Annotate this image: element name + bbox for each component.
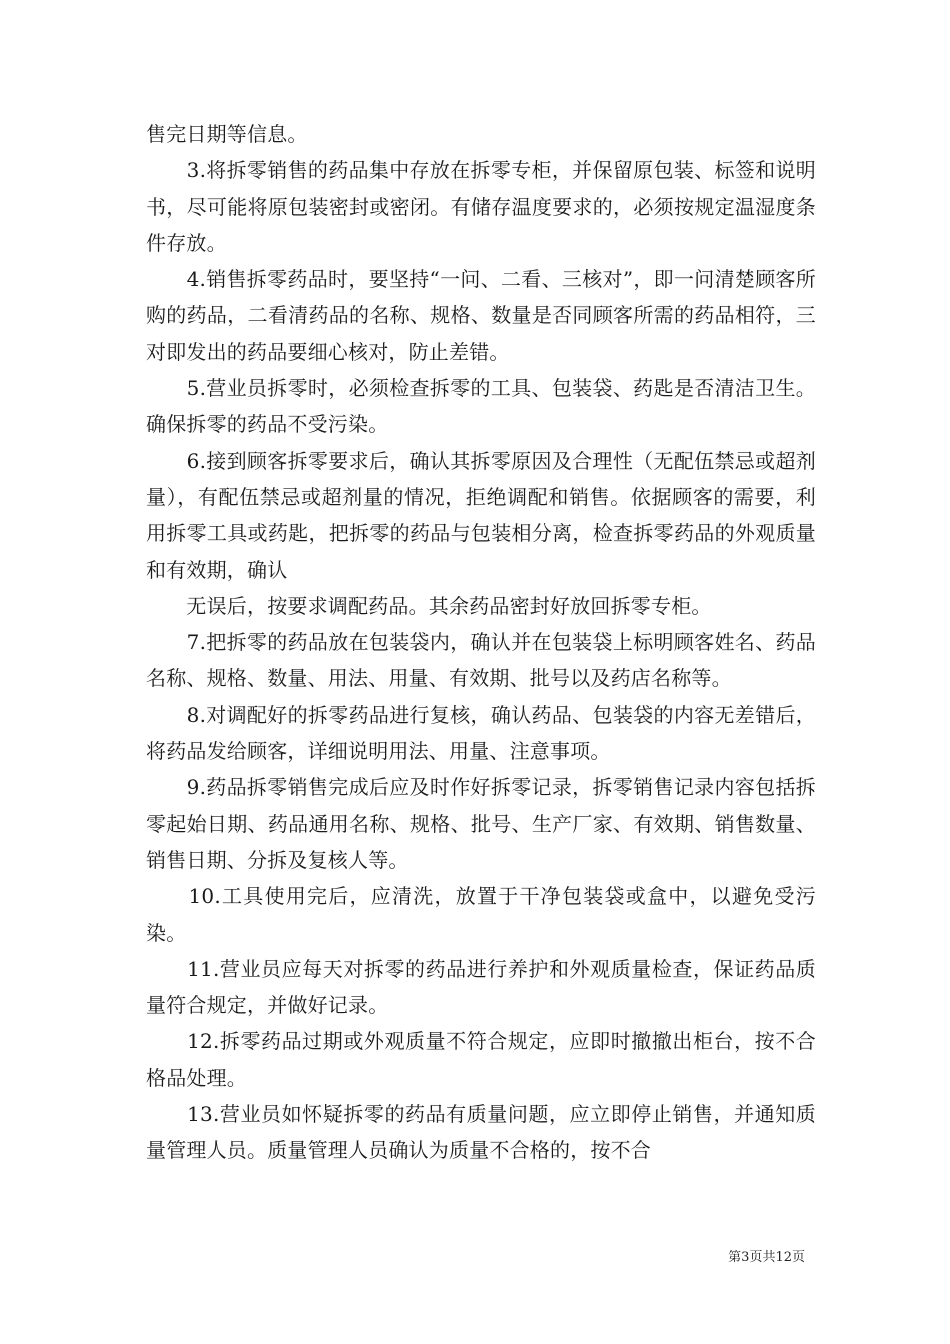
paragraph-item-6-continued: 无误后，按要求调配药品。其余药品密封好放回拆零专柜。 <box>146 593 712 618</box>
body-text <box>146 116 816 1169</box>
paragraph-item-6: 6.接到顾客拆零要求后，确认其拆零原因及合理性（无配伍禁忌或超剂量），有配伍禁忌或超剂量的情况，拒绝调配和销售。依据顾客的需要，利用拆零工具或药匙，把拆零的药品与包装相分离，检查拆零药品的外观质量和有效期，确认 <box>146 448 816 582</box>
paragraph-item-4: 4.销售拆零药品时，要坚持“一问、二看、三核对”，即一问清楚顾客所购的药品，二看清药品的名称、规格、数量是否同顾客所需的药品相符，三对即发出的药品要细心核对，防止差错。 <box>146 267 816 364</box>
paragraph-item-3: 3.将拆零销售的药品集中存放在拆零专柜，并保留原包装、标签和说明书，尽可能将原包装密封或密闭。有储存温度要求的，必须按规定温湿度条件存放。 <box>146 158 816 255</box>
paragraph-item-5: 5.营业员拆零时，必须检查拆零的工具、包装袋、药匙是否清洁卫生。确保拆零的药品不受污染。 <box>146 376 816 437</box>
paragraph-item-13: 13.营业员如怀疑拆零的药品有质量问题，应立即停止销售，并通知质量管理人员。质量管理人员确认为质量不合格的，按不合 <box>146 1102 816 1163</box>
paragraph-item-8: 8.对调配好的拆零药品进行复核，确认药品、包装袋的内容无差错后，将药品发给顾客，详细说明用法、用量、注意事项。 <box>146 702 816 764</box>
paragraph-item-12: 12.拆零药品过期或外观质量不符合规定，应即时撤撤出柜台，按不合格品处理。 <box>146 1029 816 1090</box>
paragraph-item-9: 9.药品拆零销售完成后应及时作好拆零记录，拆零销售记录内容包括拆零起始日期、药品通用名称、规格、批号、生产厂家、有效期、销售数量、销售日期、分拆及复核人等。 <box>146 775 816 872</box>
paragraph-item-7: 7.把拆零的药品放在包装袋内，确认并在包装袋上标明顾客姓名、药品名称、规格、数量、用法、用量、有效期、批号以及药店名称等。 <box>146 630 816 691</box>
paragraph-item-11: 11.营业员应每天对拆零的药品进行养护和外观质量检查，保证药品质量符合规定，并做好记录。 <box>146 956 816 1018</box>
paragraph-continued: 售完日期等信息。 <box>146 122 308 146</box>
paragraph-item-10: 10.工具使用完后，应清洗，放置于干净包装袋或盒中，以避免受污染。 <box>146 884 816 945</box>
page-number: 第3页共12页 <box>728 1250 805 1265</box>
